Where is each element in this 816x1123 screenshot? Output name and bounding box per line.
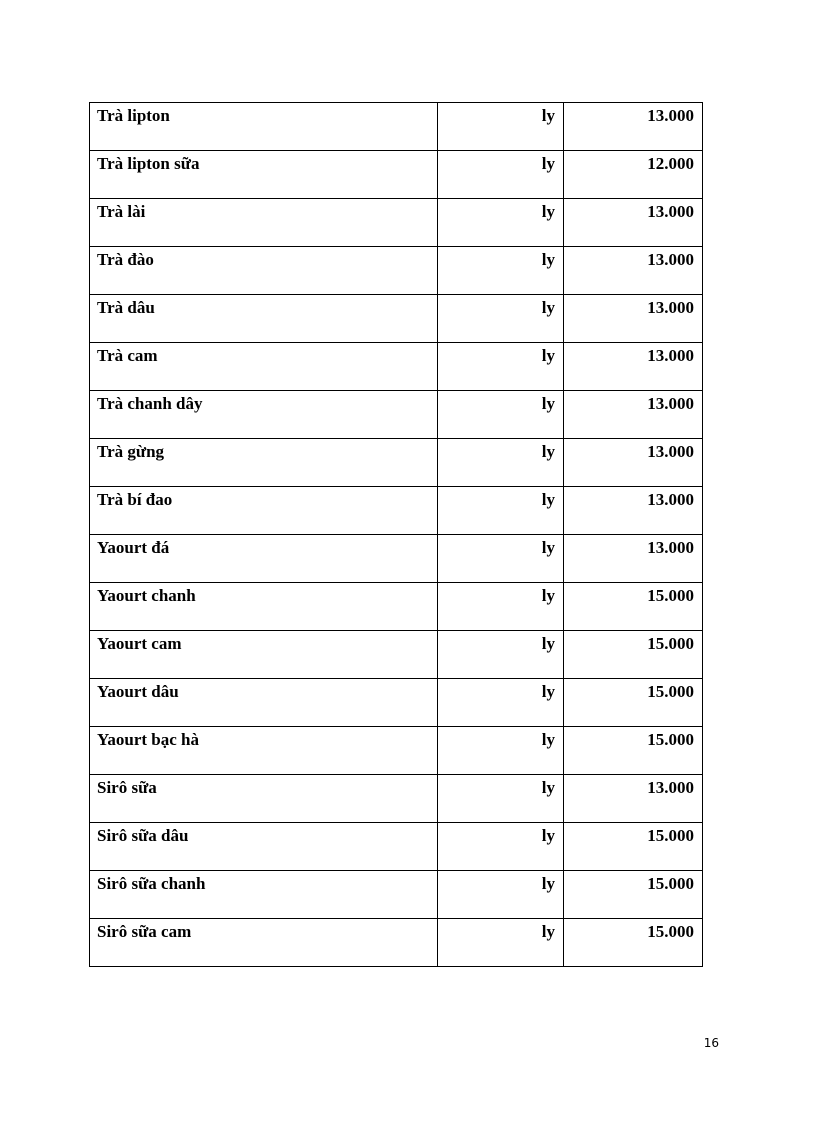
price-cell: 13.000	[564, 295, 703, 343]
unit-cell: ly	[438, 487, 564, 535]
unit-cell: ly	[438, 247, 564, 295]
unit-cell: ly	[438, 871, 564, 919]
item-name-cell: Sirô sữa cam	[90, 919, 438, 967]
price-cell: 15.000	[564, 823, 703, 871]
item-name-cell: Trà đào	[90, 247, 438, 295]
unit-cell: ly	[438, 775, 564, 823]
unit-cell: ly	[438, 535, 564, 583]
unit-cell: ly	[438, 295, 564, 343]
unit-cell: ly	[438, 103, 564, 151]
item-name-cell: Yaourt đá	[90, 535, 438, 583]
unit-cell: ly	[438, 199, 564, 247]
unit-cell: ly	[438, 679, 564, 727]
unit-cell: ly	[438, 631, 564, 679]
price-cell: 13.000	[564, 391, 703, 439]
price-cell: 13.000	[564, 343, 703, 391]
page-number: 16	[703, 1036, 719, 1050]
price-table-body	[90, 103, 703, 967]
item-name-cell: Sirô sữa chanh	[90, 871, 438, 919]
table-row	[90, 391, 703, 439]
table-row	[90, 151, 703, 199]
price-cell: 15.000	[564, 631, 703, 679]
table-row	[90, 247, 703, 295]
item-name-cell: Sirô sữa	[90, 775, 438, 823]
unit-cell: ly	[438, 727, 564, 775]
table-row	[90, 871, 703, 919]
table-row	[90, 199, 703, 247]
unit-cell: ly	[438, 391, 564, 439]
item-name-cell: Yaourt dâu	[90, 679, 438, 727]
table-row	[90, 583, 703, 631]
item-name-cell: Trà cam	[90, 343, 438, 391]
price-cell: 13.000	[564, 439, 703, 487]
price-cell: 13.000	[564, 535, 703, 583]
price-cell: 15.000	[564, 679, 703, 727]
unit-cell: ly	[438, 919, 564, 967]
item-name-cell: Trà lài	[90, 199, 438, 247]
price-cell: 13.000	[564, 487, 703, 535]
price-cell: 15.000	[564, 919, 703, 967]
item-name-cell: Trà bí đao	[90, 487, 438, 535]
unit-cell: ly	[438, 343, 564, 391]
unit-cell: ly	[438, 823, 564, 871]
price-cell: 15.000	[564, 727, 703, 775]
price-cell: 12.000	[564, 151, 703, 199]
table-row	[90, 823, 703, 871]
item-name-cell: Yaourt bạc hà	[90, 727, 438, 775]
table-row	[90, 727, 703, 775]
table-row	[90, 295, 703, 343]
table-row	[90, 343, 703, 391]
item-name-cell: Trà lipton	[90, 103, 438, 151]
price-cell: 13.000	[564, 199, 703, 247]
item-name-cell: Yaourt chanh	[90, 583, 438, 631]
price-table	[89, 102, 703, 967]
table-row	[90, 439, 703, 487]
item-name-cell: Yaourt cam	[90, 631, 438, 679]
price-cell: 13.000	[564, 103, 703, 151]
unit-cell: ly	[438, 583, 564, 631]
item-name-cell: Trà lipton sữa	[90, 151, 438, 199]
item-name-cell: Trà gừng	[90, 439, 438, 487]
item-name-cell: Trà chanh dây	[90, 391, 438, 439]
price-cell: 13.000	[564, 247, 703, 295]
table-row	[90, 103, 703, 151]
item-name-cell: Trà dâu	[90, 295, 438, 343]
table-row	[90, 487, 703, 535]
unit-cell: ly	[438, 439, 564, 487]
price-cell: 13.000	[564, 775, 703, 823]
table-row	[90, 919, 703, 967]
price-cell: 15.000	[564, 583, 703, 631]
table-row	[90, 535, 703, 583]
unit-cell: ly	[438, 151, 564, 199]
price-cell: 15.000	[564, 871, 703, 919]
item-name-cell: Sirô sữa dâu	[90, 823, 438, 871]
table-row	[90, 631, 703, 679]
table-row	[90, 775, 703, 823]
table-row	[90, 679, 703, 727]
